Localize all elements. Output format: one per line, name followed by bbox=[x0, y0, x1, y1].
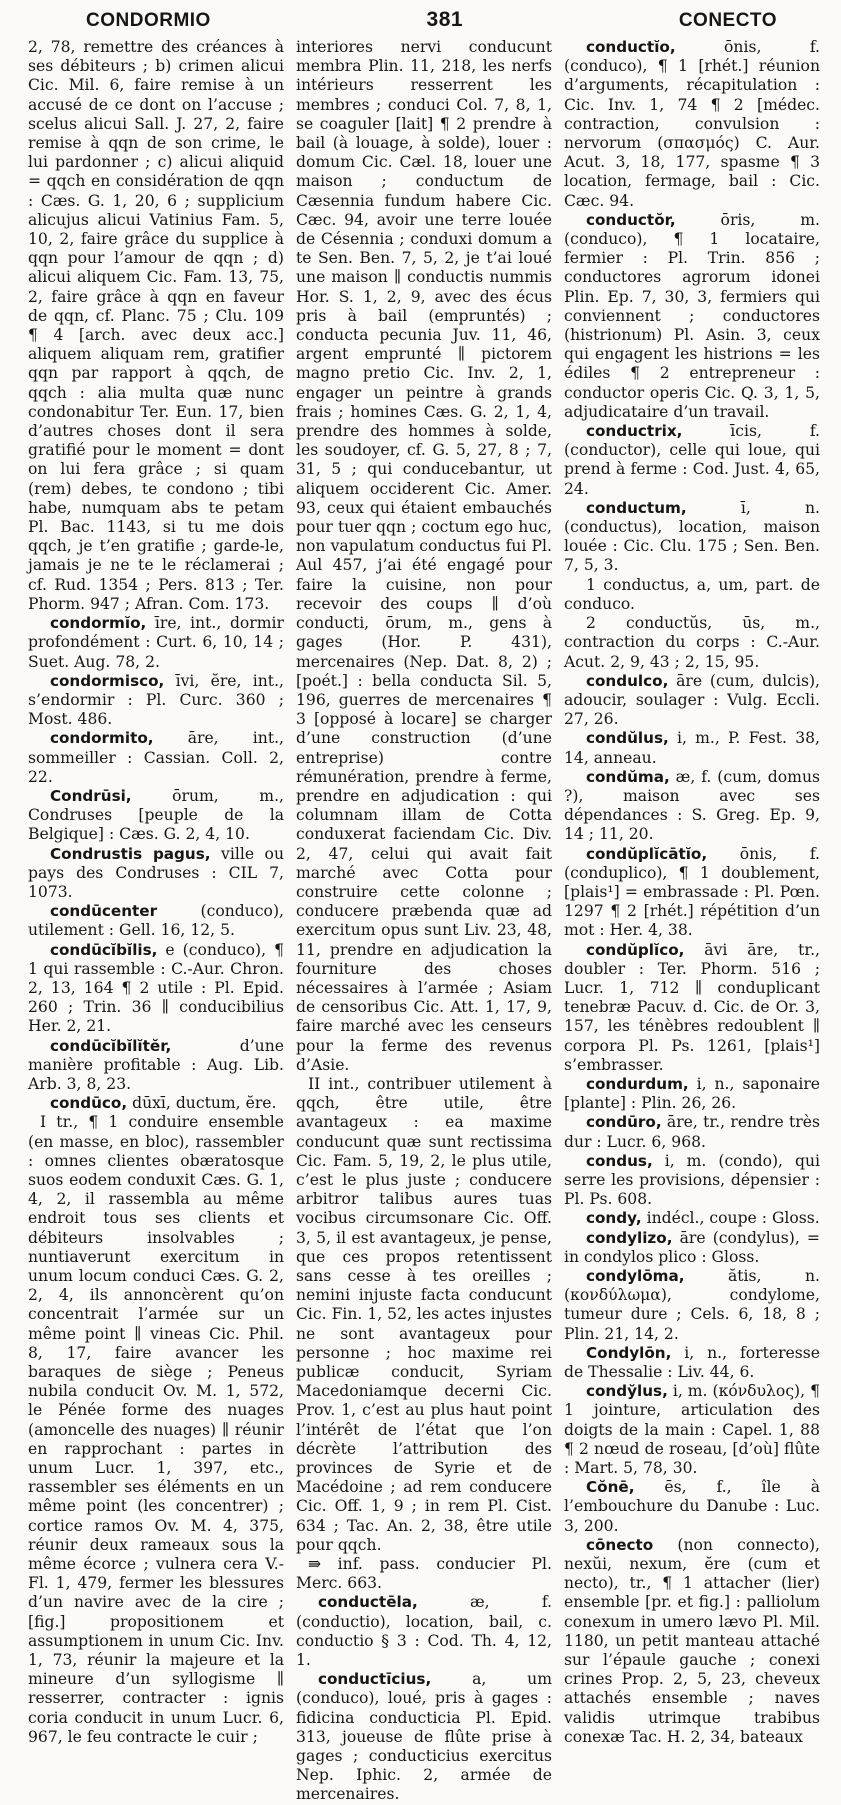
headword: Condrūsi, bbox=[50, 786, 132, 805]
entry-text: 1 conductus, a, um, part. de conduco. bbox=[564, 575, 820, 613]
dictionary-entry bbox=[28, 1094, 284, 1113]
entry-text: I tr., ¶ 1 conduire ensemble (en masse, en bloc), rassembler : omnes clientes obæratosque suos eodem conduxit Cæs. G. 1, 4, 2, il rassembla au même endroit tous ses clients et débiteurs insolvables ; nuntiaverunt exercitum in unum locum conduci Cæs. G. 2, 2, 4, ils annoncèrent qu’on concentrait l’armée sur un même point ∥ vineas Cic. Phil. 8, 17, faire avancer les baraques de siège ; Peneus nubila conducit Ov. M. 1, 572, le Pénée forme des nuages (amoncelle des nuages) ∥ réunir en rapprochant : partes in unum Lucr. 1, 397, etc., rassembler ses éléments en un même point (les concentrer) ; cortice ramos Ov. M. 4, 375, réunir deux rameaux sous la même écorce ; vulnera cera V.-Fl. 1, 479, fermer les blessures d’un navire avec de la cire ; [fig.] propositionem et assumptionem in unum Cic. Inv. 1, 73, réunir la majeure et la mineure d’un syllogisme ∥ resserrer, contracter : ignis coria conducit in unum Lucr. 6, 967, le feu contracte le cuir ; bbox=[28, 1113, 284, 1746]
entry-text: āre, tr., rendre très dur : Lucr. 6, 968. bbox=[564, 1113, 820, 1151]
headword: conductŏr, bbox=[586, 210, 676, 229]
entry-text: i, m., P. Fest. 38, 14, anneau. bbox=[564, 729, 820, 767]
entry-text: æ, f. (cum, domus ?), maison avec ses dépendances : S. Greg. Ep. 9, 14 ; 11, 20. bbox=[564, 767, 820, 844]
dictionary-entry bbox=[296, 1593, 552, 1670]
dictionary-entry bbox=[564, 1478, 820, 1536]
entry-text: II int., contribuer utilement à qqch, être utile, être avantageux : ea maxime conducunt quæ sunt rectissima Cic. Fam. 5, 19, 2, le plus utile, c’est le plus juste ; conducere arbitror talibus aures tuas vocibus circumsonare Cic. Off. 3, 5, il est avantageux, je pense, que ces propos retentissent sans cesse à tes oreilles ; nemini injuste facta conducunt Cic. Fin. 1, 52, les actes injustes ne sont avantageux pour personne ; hoc maxime rei publicæ conducit, Syriam Macedoniamque decerni Cic. Prov. 1, c’est au plus haut point l’intérêt de l’état que l’on décrète l’attribution des provinces de Syrie et de Macédoine ; ad rem conducere Cic. Off. 1, 9 ; in rem Pl. Cist. 634 ; Tac. An. 2, 38, être utile pour qqch. bbox=[296, 1074, 552, 1554]
dictionary-entry bbox=[564, 38, 820, 211]
headword: condŭlus, bbox=[586, 729, 669, 748]
entry-text: i, n., forteresse de Thessalie : Liv. 44, 6. bbox=[564, 1343, 820, 1382]
headword: condūcenter bbox=[50, 902, 158, 921]
dictionary-entry bbox=[296, 38, 552, 1075]
headword: condūcĭbĭlĭtĕr, bbox=[50, 1036, 172, 1055]
dictionary-entry bbox=[28, 1037, 284, 1095]
dictionary-entry bbox=[564, 499, 820, 576]
entry-text: 2 conductŭs, ūs, m., contraction du corps : C.-Aur. Acut. 2, 9, 43 ; 2, 15, 95. bbox=[564, 614, 820, 671]
headword: conductrix, bbox=[586, 422, 683, 441]
headword: condūro, bbox=[586, 1113, 662, 1132]
entry-text: īcis, f. (conductor), celle qui loue, qui prend à ferme : Cod. Just. 4, 65, 24. bbox=[564, 422, 820, 498]
entry-text: (conduco), utilement : Gell. 16, 12, 5. bbox=[28, 902, 284, 940]
dictionary-entry bbox=[564, 1075, 820, 1113]
entry-text: æ, f. (conductio), location, bail, c. conductio § 3 : Cod. Th. 4, 12, 1. bbox=[296, 1593, 552, 1670]
headword: conductĭo, bbox=[586, 38, 676, 56]
entry-text: i, m. (κόνδυλος), ¶ 1 jointure, articulation des doigts de la main : Capel. 1, 88 ¶ 2 nœud de roseau, [d’où] flûte : Mart. 5, 78, 30. bbox=[564, 1382, 820, 1478]
headword: condurdum, bbox=[586, 1074, 689, 1093]
headword: condormĭo, bbox=[50, 614, 147, 633]
dictionary-entry bbox=[564, 1209, 820, 1228]
dictionary-entry bbox=[28, 38, 284, 614]
dictionary-entry bbox=[28, 1113, 284, 1747]
dictionary-entry bbox=[28, 787, 284, 845]
dictionary-entry bbox=[564, 1267, 820, 1344]
running-header bbox=[28, 8, 829, 38]
dictionary-entry bbox=[28, 729, 284, 787]
dictionary-entry bbox=[564, 211, 820, 422]
entry-text: ville ou pays des Condruses : CIL 7, 1073. bbox=[28, 844, 284, 901]
dictionary-entry bbox=[564, 1113, 820, 1151]
header-right-guideword: CONECTO bbox=[678, 10, 777, 31]
entry-text: ōnis, f. (conduplico), ¶ 1 doublement, [plais¹] = embrassade : Pl. Pœn. 1297 ¶ 2 [rhét.] répétition d’un mot : Her. 4, 38. bbox=[564, 844, 820, 940]
dictionary-entry bbox=[564, 1152, 820, 1210]
entry-text: ătis, n. (κονδύλωμα), condylome, tumeur dure ; Cels. 6, 18, 8 ; Plin. 21, 14, 2. bbox=[564, 1267, 820, 1343]
text-columns bbox=[28, 38, 829, 1804]
entry-text: i, n., saponaire [plante] : Plin. 26, 26. bbox=[564, 1074, 820, 1113]
dictionary-entry bbox=[28, 941, 284, 1037]
headword: condulco, bbox=[586, 671, 669, 690]
headword: condy, bbox=[586, 1209, 642, 1228]
dictionary-entry bbox=[28, 845, 284, 903]
entry-text: ī, n. (conductus), location, maison louée : Cic. Clu. 175 ; Sen. Ben. 7, 5, 3. bbox=[564, 498, 820, 575]
entry-text: āre, int., sommeiller : Cassian. Coll. 2, 22. bbox=[28, 729, 284, 786]
entry-text: ōris, m. (conduco), ¶ 1 locataire, fermier : Pl. Trin. 856 ; conductores agrorum idonei Plin. Ep. 7, 30, 3, fermiers qui conviennent ; conductores (histrionum) Pl. Asin. 3, ceux qui engagent les histrions = les édiles ¶ 2 entrepreneur : conductor operis Cic. Q. 3, 1, 5, adjudicataire d’un travail. bbox=[564, 210, 820, 421]
headword: conductīcius, bbox=[318, 1670, 432, 1689]
dictionary-entry bbox=[28, 902, 284, 940]
dictionary-entry bbox=[564, 941, 820, 1075]
dictionary-entry bbox=[28, 614, 284, 672]
entry-text: e (conduco), ¶ 1 qui rassemble : C.-Aur. Chron. 2, 13, 164 ¶ 2 utile : Pl. Epid. 260 ; Trin. 36 ∥ conducibilius Her. 2, 21. bbox=[28, 940, 284, 1036]
column-3 bbox=[564, 38, 820, 1746]
entry-text: a, um (conduco), loué, pris à gages : fidicina conducticia Pl. Epid. 313, joueuse de flûte prise à gages ; conducticius exercitus Nep. Iphic. 2, armée de mercenaires. bbox=[296, 1670, 552, 1804]
headword: condŭma, bbox=[586, 767, 670, 786]
entry-text: indécl., coupe : Gloss. bbox=[641, 1209, 820, 1228]
dictionary-entry bbox=[296, 1670, 552, 1804]
entry-text: (non connecto), nexŭi, nexum, ĕre (cum et necto), tr., ¶ 1 attacher (lier) ensemble [pr. et fig.] : palliolum conexum in umero lævo Pl. Mil. 1180, un petit manteau attaché sur l’épaule gauche ; conexi crines Prop. 2, 5, 23, cheveux attachés ensemble ; naves validis utrimque trabibus conexæ Tac. H. 2, 34, bateaux bbox=[564, 1535, 820, 1746]
dictionary-entry bbox=[564, 422, 820, 499]
dictionary-entry bbox=[564, 1382, 820, 1478]
headword: cōnecto bbox=[586, 1535, 654, 1554]
dictionary-entry bbox=[564, 672, 820, 730]
headword: condŭplĭco, bbox=[586, 940, 685, 959]
entry-text: i, m. (condo), qui serre les provisions, dépensier : Pl. Ps. 608. bbox=[564, 1151, 820, 1209]
entry-text: ēs, f., île à l’embouchure du Danube : Luc. 3, 200. bbox=[564, 1478, 820, 1535]
headword: condylizo, bbox=[586, 1228, 673, 1247]
headword: condŭplĭcātĭo, bbox=[586, 844, 708, 863]
headword: Condylōn, bbox=[586, 1343, 672, 1362]
dictionary-entry bbox=[296, 1075, 552, 1555]
dictionary-entry bbox=[564, 1344, 820, 1382]
headword: conductēla, bbox=[318, 1593, 418, 1612]
entry-text: āre (condylus), = in condylos plico : Gloss. bbox=[564, 1228, 820, 1266]
entry-text: īre, int., dormir profondément : Curt. 6, 10, 14 ; Suet. Aug. 78, 2. bbox=[28, 614, 284, 671]
headword: conductum, bbox=[586, 498, 687, 517]
entry-text: ⇛ inf. pass. conducier Pl. Merc. 663. bbox=[296, 1555, 552, 1593]
dictionary-entry bbox=[564, 1536, 820, 1747]
headword: Condrustis pagus, bbox=[50, 844, 211, 863]
entry-text: āre (cum, dulcis), adoucir, soulager : Vulg. Eccli. 27, 26. bbox=[564, 671, 820, 729]
header-left-guideword: CONDORMIO bbox=[86, 10, 211, 31]
dictionary-entry bbox=[296, 1555, 552, 1593]
entry-text: interiores nervi conducunt membra Plin. 11, 218, les nerfs intérieurs resserrent les membres ; conduci Col. 7, 8, 1, se coaguler [lait] ¶ 2 prendre à bail (à louage, à solde), louer : domum Cic. Cæl. 18, louer une maison ; conductum de Cæsennia fundum habere Cic. Cæc. 94, avoir une terre louée de Césennia ; conduxi domum a te Sen. Ben. 7, 5, 2, je t’ai loué une maison ∥ conductis nummis Hor. S. 1, 2, 9, avec des écus pris à bail (empruntés) ; conducta pecunia Juv. 11, 46, argent emprunté ∥ pictorem magno pretio Cic. Inv. 2, 1, engager un peintre à grands frais ; homines Cæs. G. 2, 1, 4, prendre des hommes à solde, les soudoyer, cf. G. 5, 27, 8 ; 7, 31, 5 ; qui conducebantur, ut aliquem occiderent Cic. Amer. 93, ceux qui étaient embauchés pour tuer qqn ; coctum ego huc, non vapulatum conductus fui Pl. Aul 457, j’ai été engagé pour faire la cuisine, non pour recevoir des coups ∥ d’où conducti, ōrum, m., gens à gages (Hor. P. 431), mercenaires (Nep. Dat. 8, 2) ; [poét.] : bella conducta Sil. 5, 196, guerres de mercenaires ¶ 3 [opposé à locare] se charger d’une construction (d’une entreprise) contre rémunération, prendre à ferme, prendre en adjudication : qui columnam illam de Cotta conduxerat faciendam Cic. Div. 2, 47, celui qui avait fait marché avec Cotta pour construire cette colonne ; conducere præbenda quæ ad exercitum opus sunt Liv. 23, 48, 11, prendre en adjudication la fourniture des choses nécessaires à l’armée ; Asiam de censoribus Cic. Att. 1, 17, 9, faire marché avec les censeurs pour la ferme des revenus d’Asie. bbox=[296, 38, 552, 1074]
entry-text: dūxī, ductum, ĕre. bbox=[127, 1094, 277, 1113]
headword: condus, bbox=[586, 1151, 653, 1170]
column-1 bbox=[28, 38, 284, 1746]
entry-text: ōnis, f. (conduco), ¶ 1 [rhét.] réunion d’arguments, récapitulation : Cic. Inv. 1, 74 ¶ 2 [médec. contraction, convulsion : nervorum (σπασμός) C. Aur. Acut. 3, 18, 177, spasme ¶ 3 location, fermage, bail : Cic. Cæc. 94. bbox=[564, 38, 820, 210]
page-number: 381 bbox=[426, 8, 464, 31]
entry-text: īvi, ĕre, int., s’endormir : Pl. Curc. 360 ; Most. 486. bbox=[28, 671, 284, 729]
headword: Cŏnē, bbox=[586, 1478, 635, 1497]
dictionary-entry bbox=[564, 1229, 820, 1267]
entry-text: ōrum, m., Condruses [peuple de la Belgique] : Cæs. G. 2, 4, 10. bbox=[28, 786, 284, 844]
dictionary-entry bbox=[564, 729, 820, 767]
headword: condўlus, bbox=[586, 1382, 668, 1401]
headword: condūco, bbox=[50, 1094, 128, 1113]
headword: condormito, bbox=[50, 729, 154, 748]
column-2 bbox=[296, 38, 552, 1804]
headword: condūcĭbĭlis, bbox=[50, 940, 158, 959]
headword: condormisco, bbox=[50, 671, 165, 690]
entry-text: āvi āre, tr., doubler : Ter. Phorm. 516 ; Lucr. 1, 712 ∥ conduplicant tenebræ Pacuv. d. Cic. de Or. 3, 157, les ténèbres redoublent ∥ corpora Pl. Ps. 1261, [plais¹] s’embrasser. bbox=[564, 940, 820, 1074]
dictionary-entry bbox=[564, 576, 820, 614]
entry-text: d’une manière profitable : Aug. Lib. Arb. 3, 8, 23. bbox=[28, 1036, 284, 1093]
dictionary-entry bbox=[564, 845, 820, 941]
dictionary-entry bbox=[28, 672, 284, 730]
dictionary-entry bbox=[564, 614, 820, 672]
headword: condylōma, bbox=[586, 1267, 685, 1285]
entry-text: 2, 78, remettre des créances à ses débiteurs ; b) crimen alicui Cic. Mil. 6, faire remise à un accusé de ce dont on l’accuse ; scelus alicui Sall. J. 27, 2, faire remise à qqn de son crime, le lui pardonner ; c) alicui aliquid = qqch en considération de qqn : Cæs. G. 1, 20, 6 ; supplicium alicujus alicui Vatinius Fam. 5, 10, 2, faire grâce du supplice à qqn pour l’amour de qqn ; d) alicui aliquem Cic. Fam. 13, 75, 2, faire grâce à qqn en faveur de qqn, cf. Planc. 75 ; Clu. 109 ¶ 4 [arch. avec deux acc.] aliquem aliquam rem, gratifier qqn par rapport à qqch, de qqch : alia multa quæ nunc condonabitur Ter. Eun. 17, bien d’autres choses dont il sera gratifié pour le moment = dont on lui fera grâce ; si quam (rem) debes, te condono ; tibi habe, numquam abs te petam Pl. Bac. 1143, si tu me dois qqch, je t’en gratifie ; garde-le, jamais je ne te le réclamerai ; cf. Rud. 1354 ; Pers. 813 ; Ter. Phorm. 947 ; Afran. Com. 173. bbox=[28, 38, 284, 613]
dictionary-entry bbox=[564, 768, 820, 845]
